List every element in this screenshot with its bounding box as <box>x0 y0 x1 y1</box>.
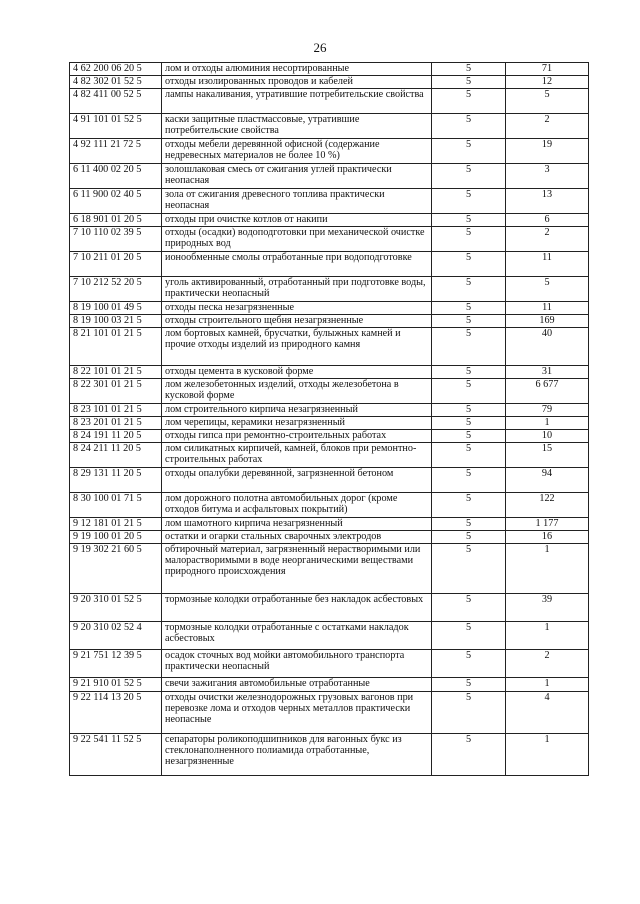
hazard-class-cell: 5 <box>432 734 506 776</box>
waste-code-cell: 8 29 131 11 20 5 <box>70 468 162 493</box>
hazard-class-cell: 5 <box>432 443 506 468</box>
waste-code-cell: 8 19 100 03 21 5 <box>70 315 162 328</box>
waste-code-cell: 8 24 191 11 20 5 <box>70 430 162 443</box>
quantity-cell: 11 <box>506 302 589 315</box>
quantity-cell: 1 177 <box>506 518 589 531</box>
table-row <box>70 594 589 622</box>
quantity-cell: 1 <box>506 622 589 650</box>
hazard-class-cell: 5 <box>432 252 506 277</box>
table-row <box>70 277 589 302</box>
waste-name-cell: отходы мебели деревянной офисной (содержание недревесных материалов не более 10 %) <box>162 139 432 164</box>
waste-code-cell: 8 22 301 01 21 5 <box>70 379 162 404</box>
quantity-cell: 10 <box>506 430 589 443</box>
quantity-cell: 5 <box>506 277 589 302</box>
waste-name-cell: осадок сточных вод мойки автомобильного транспорта практически неопасный <box>162 650 432 678</box>
table-row <box>70 493 589 518</box>
table-row <box>70 189 589 214</box>
waste-code-cell: 8 24 211 11 20 5 <box>70 443 162 468</box>
hazard-class-cell: 5 <box>432 302 506 315</box>
waste-name-cell: отходы изолированных проводов и кабелей <box>162 76 432 89</box>
waste-code-cell: 9 21 751 12 39 5 <box>70 650 162 678</box>
hazard-class-cell: 5 <box>432 366 506 379</box>
table-row <box>70 443 589 468</box>
table-row <box>70 531 589 544</box>
table-row <box>70 417 589 430</box>
waste-code-cell: 8 23 101 01 21 5 <box>70 404 162 417</box>
waste-code-cell: 9 21 910 01 52 5 <box>70 678 162 692</box>
quantity-cell: 1 <box>506 734 589 776</box>
waste-code-cell: 4 62 200 06 20 5 <box>70 63 162 76</box>
waste-code-cell: 4 82 302 01 52 5 <box>70 76 162 89</box>
hazard-class-cell: 5 <box>432 544 506 594</box>
waste-name-cell: тормозные колодки отработанные без накладок асбестовых <box>162 594 432 622</box>
quantity-cell: 71 <box>506 63 589 76</box>
quantity-cell: 31 <box>506 366 589 379</box>
waste-code-cell: 9 22 114 13 20 5 <box>70 692 162 734</box>
hazard-class-cell: 5 <box>432 277 506 302</box>
hazard-class-cell: 5 <box>432 678 506 692</box>
waste-code-cell: 4 91 101 01 52 5 <box>70 114 162 139</box>
table-row <box>70 227 589 252</box>
quantity-cell: 5 <box>506 89 589 114</box>
quantity-cell: 3 <box>506 164 589 189</box>
hazard-class-cell: 5 <box>432 164 506 189</box>
table-row <box>70 89 589 114</box>
quantity-cell: 2 <box>506 650 589 678</box>
waste-name-cell: лом дорожного полотна автомобильных дорог (кроме отходов битума и асфальтовых покрытий) <box>162 493 432 518</box>
quantity-cell: 2 <box>506 227 589 252</box>
hazard-class-cell: 5 <box>432 531 506 544</box>
table-row <box>70 328 589 366</box>
hazard-class-cell: 5 <box>432 315 506 328</box>
table-row <box>70 544 589 594</box>
quantity-cell: 16 <box>506 531 589 544</box>
waste-code-cell: 6 11 900 02 40 5 <box>70 189 162 214</box>
quantity-cell: 39 <box>506 594 589 622</box>
hazard-class-cell: 5 <box>432 114 506 139</box>
page-number: 26 <box>313 40 327 55</box>
waste-code-cell: 9 12 181 01 21 5 <box>70 518 162 531</box>
hazard-class-cell: 5 <box>432 594 506 622</box>
table-row <box>70 692 589 734</box>
waste-name-cell: зола от сжигания древесного топлива практически неопасная <box>162 189 432 214</box>
hazard-class-cell: 5 <box>432 430 506 443</box>
waste-code-cell: 9 19 100 01 20 5 <box>70 531 162 544</box>
table-row <box>70 139 589 164</box>
hazard-class-cell: 5 <box>432 214 506 227</box>
hazard-class-cell: 5 <box>432 692 506 734</box>
waste-code-cell: 7 10 110 02 39 5 <box>70 227 162 252</box>
waste-name-cell: лом строительного кирпича незагрязненный <box>162 404 432 417</box>
waste-table <box>69 62 589 776</box>
hazard-class-cell: 5 <box>432 417 506 430</box>
waste-name-cell: лом шамотного кирпича незагрязненный <box>162 518 432 531</box>
hazard-class-cell: 5 <box>432 379 506 404</box>
waste-name-cell: остатки и огарки стальных сварочных электродов <box>162 531 432 544</box>
waste-name-cell: отходы очистки железнодорожных грузовых вагонов при перевозке лома и отходов черных металлов практически неопасные <box>162 692 432 734</box>
table-row <box>70 468 589 493</box>
quantity-cell: 19 <box>506 139 589 164</box>
quantity-cell: 12 <box>506 76 589 89</box>
waste-code-cell: 8 19 100 01 49 5 <box>70 302 162 315</box>
table-row <box>70 252 589 277</box>
waste-code-cell: 7 10 211 01 20 5 <box>70 252 162 277</box>
waste-name-cell: отходы при очистке котлов от накипи <box>162 214 432 227</box>
table-row <box>70 114 589 139</box>
waste-name-cell: свечи зажигания автомобильные отработанные <box>162 678 432 692</box>
quantity-cell: 1 <box>506 417 589 430</box>
waste-code-cell: 4 82 411 00 52 5 <box>70 89 162 114</box>
waste-code-cell: 9 20 310 01 52 5 <box>70 594 162 622</box>
waste-name-cell: лампы накаливания, утратившие потребительские свойства <box>162 89 432 114</box>
waste-table-body <box>70 63 589 776</box>
table-row <box>70 164 589 189</box>
table-row <box>70 214 589 227</box>
hazard-class-cell: 5 <box>432 493 506 518</box>
waste-name-cell: отходы опалубки деревянной, загрязненной бетоном <box>162 468 432 493</box>
waste-code-cell: 9 20 310 02 52 4 <box>70 622 162 650</box>
quantity-cell: 2 <box>506 114 589 139</box>
table-row <box>70 734 589 776</box>
waste-name-cell: лом железобетонных изделий, отходы железобетона в кусковой форме <box>162 379 432 404</box>
table-row <box>70 379 589 404</box>
waste-code-cell: 8 21 101 01 21 5 <box>70 328 162 366</box>
waste-name-cell: отходы песка незагрязненные <box>162 302 432 315</box>
waste-name-cell: отходы гипса при ремонтно-строительных работах <box>162 430 432 443</box>
waste-code-cell: 8 30 100 01 71 5 <box>70 493 162 518</box>
waste-code-cell: 6 18 901 01 20 5 <box>70 214 162 227</box>
quantity-cell: 13 <box>506 189 589 214</box>
waste-name-cell: тормозные колодки отработанные с остатками накладок асбестовых <box>162 622 432 650</box>
waste-name-cell: лом черепицы, керамики незагрязненный <box>162 417 432 430</box>
table-row <box>70 404 589 417</box>
hazard-class-cell: 5 <box>432 328 506 366</box>
waste-code-cell: 7 10 212 52 20 5 <box>70 277 162 302</box>
quantity-cell: 15 <box>506 443 589 468</box>
quantity-cell: 4 <box>506 692 589 734</box>
waste-name-cell: лом бортовых камней, брусчатки, булыжных камней и прочие отходы изделий из природного камня <box>162 328 432 366</box>
hazard-class-cell: 5 <box>432 468 506 493</box>
table-row <box>70 430 589 443</box>
waste-name-cell: сепараторы роликоподшипников для вагонных букс из стеклонаполненного полиамида отработанные, незагрязненные <box>162 734 432 776</box>
table-row <box>70 366 589 379</box>
hazard-class-cell: 5 <box>432 63 506 76</box>
waste-name-cell: отходы (осадки) водоподготовки при механической очистке природных вод <box>162 227 432 252</box>
waste-code-cell: 4 92 111 21 72 5 <box>70 139 162 164</box>
hazard-class-cell: 5 <box>432 518 506 531</box>
table-row <box>70 302 589 315</box>
waste-name-cell: уголь активированный, отработанный при подготовке воды, практически неопасный <box>162 277 432 302</box>
waste-name-cell: лом силикатных кирпичей, камней, блоков при ремонтно-строительных работах <box>162 443 432 468</box>
waste-name-cell: лом и отходы алюминия несортированные <box>162 63 432 76</box>
table-row <box>70 622 589 650</box>
hazard-class-cell: 5 <box>432 404 506 417</box>
hazard-class-cell: 5 <box>432 622 506 650</box>
quantity-cell: 1 <box>506 544 589 594</box>
quantity-cell: 11 <box>506 252 589 277</box>
waste-code-cell: 6 11 400 02 20 5 <box>70 164 162 189</box>
quantity-cell: 94 <box>506 468 589 493</box>
table-row <box>70 76 589 89</box>
waste-code-cell: 8 22 101 01 21 5 <box>70 366 162 379</box>
waste-name-cell: золошлаковая смесь от сжигания углей практически неопасная <box>162 164 432 189</box>
hazard-class-cell: 5 <box>432 76 506 89</box>
hazard-class-cell: 5 <box>432 227 506 252</box>
waste-name-cell: отходы строительного щебня незагрязненные <box>162 315 432 328</box>
table-row <box>70 63 589 76</box>
waste-name-cell: ионообменные смолы отработанные при водоподготовке <box>162 252 432 277</box>
table-row <box>70 678 589 692</box>
table-row <box>70 315 589 328</box>
waste-code-cell: 9 19 302 21 60 5 <box>70 544 162 594</box>
quantity-cell: 169 <box>506 315 589 328</box>
hazard-class-cell: 5 <box>432 189 506 214</box>
quantity-cell: 40 <box>506 328 589 366</box>
waste-name-cell: обтирочный материал, загрязненный нерастворимыми или малорастворимыми в воде неорганическими веществами природного происхождения <box>162 544 432 594</box>
quantity-cell: 6 <box>506 214 589 227</box>
quantity-cell: 79 <box>506 404 589 417</box>
waste-code-cell: 8 23 201 01 21 5 <box>70 417 162 430</box>
waste-name-cell: каски защитные пластмассовые, утратившие потребительские свойства <box>162 114 432 139</box>
quantity-cell: 122 <box>506 493 589 518</box>
table-row <box>70 518 589 531</box>
waste-name-cell: отходы цемента в кусковой форме <box>162 366 432 379</box>
hazard-class-cell: 5 <box>432 89 506 114</box>
table-row <box>70 650 589 678</box>
waste-code-cell: 9 22 541 11 52 5 <box>70 734 162 776</box>
hazard-class-cell: 5 <box>432 650 506 678</box>
quantity-cell: 1 <box>506 678 589 692</box>
hazard-class-cell: 5 <box>432 139 506 164</box>
quantity-cell: 6 677 <box>506 379 589 404</box>
